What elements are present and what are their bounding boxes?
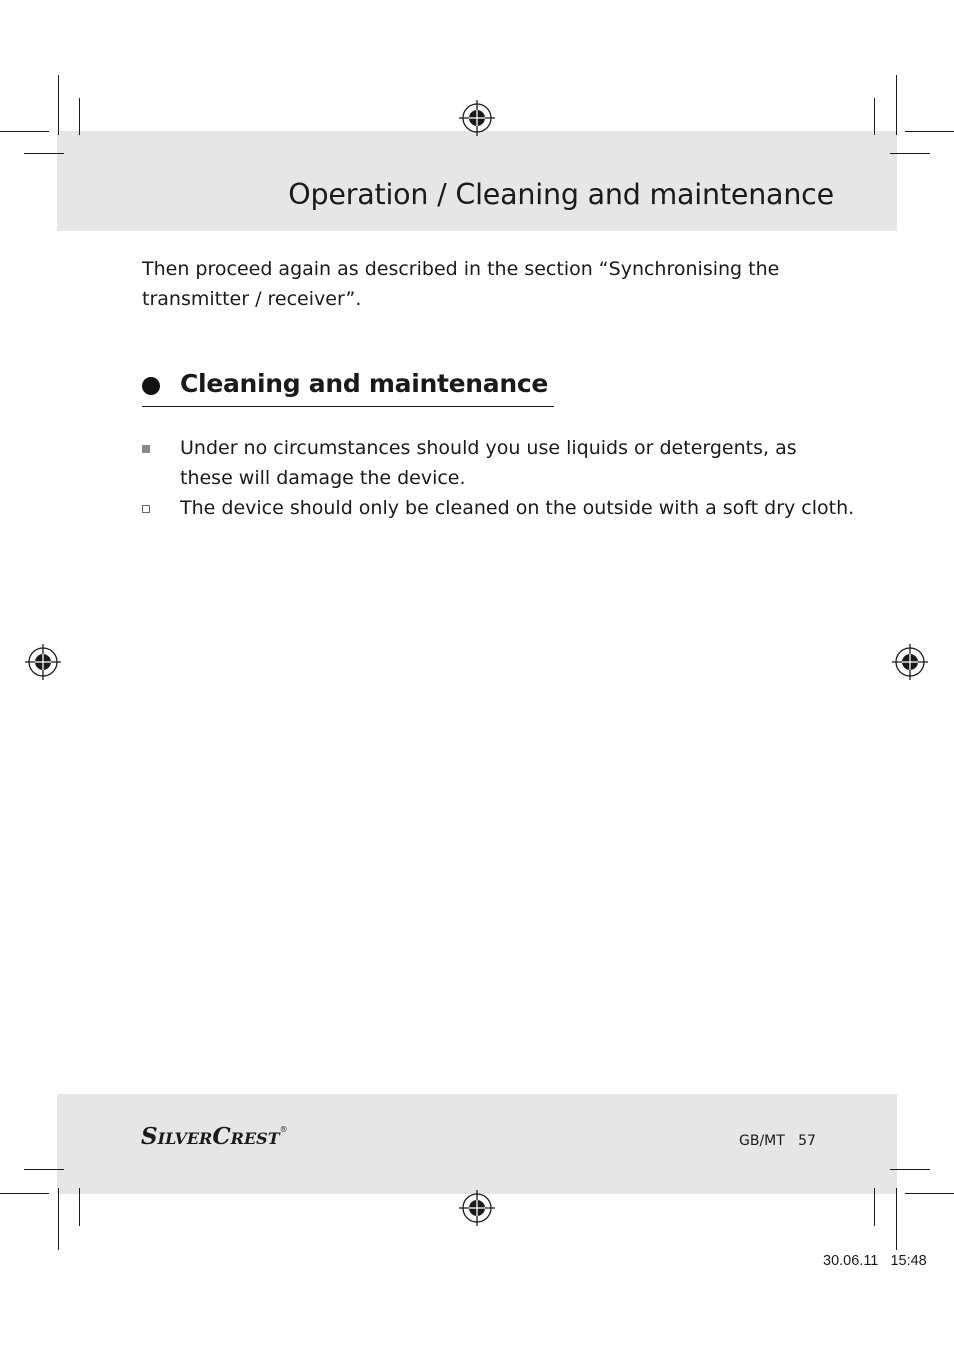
intro-paragraph: Then proceed again as described in the section “Synchronising the transmitter / receiver”.: [142, 258, 780, 310]
list-item: [142, 493, 855, 523]
list-item-line: The device should only be cleaned on the outside with a soft dry cloth.: [180, 497, 855, 519]
brand-registered-mark: ®: [279, 1125, 288, 1134]
section-heading-text: Cleaning and maintenance: [180, 369, 549, 398]
brand-name: SilverCrest: [141, 1123, 280, 1150]
heading-bullet-icon: [142, 377, 160, 395]
registration-mark-icon: [892, 644, 928, 680]
print-date-stamp: 30.06.11 15:48: [823, 1253, 927, 1269]
list-item-line: these will damage the device.: [180, 467, 466, 489]
list-item: [142, 433, 842, 493]
brand-logo: [141, 1123, 288, 1150]
section-heading: [142, 366, 554, 407]
filled-square-bullet-icon: [142, 445, 150, 453]
hollow-square-bullet-icon: [142, 505, 150, 513]
registration-mark-icon: [459, 100, 495, 136]
list-item-line: Under no circumstances should you use liquids or detergents, as: [180, 437, 797, 459]
registration-mark-icon: [25, 644, 61, 680]
page-title: Operation / Cleaning and maintenance: [288, 178, 834, 211]
page-number: GB/MT 57: [739, 1133, 816, 1149]
registration-mark-icon: [459, 1190, 495, 1226]
maintenance-list: [142, 433, 855, 523]
